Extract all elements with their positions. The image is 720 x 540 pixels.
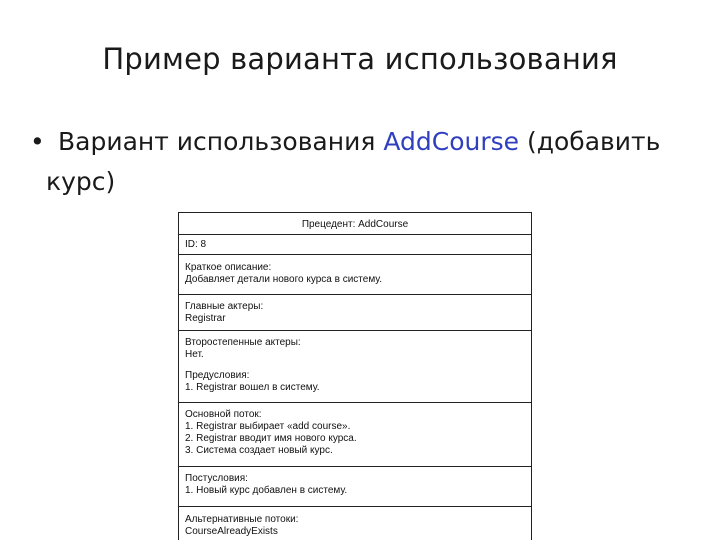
usecase-main-flow-row [179,403,531,467]
usecase-brief-row [179,255,531,295]
bullet-text-before: Вариант использования [58,127,384,156]
usecase-header: Прецедент: AddCourse [179,213,531,235]
bullet-symbol: • [30,127,45,156]
usecase-postconditions-label: Постусловия: [185,473,248,484]
slide-title: Пример варианта использования [102,42,618,76]
usecase-brief-value: Добавляет детали нового курса в систему. [185,274,383,285]
usecase-main-flow-step: 1. Registrar выбирает «add course». [185,421,351,432]
usecase-primary-actors-value: Registrar [185,313,226,324]
usecase-alt-flows-row [179,507,531,540]
bullet-text-line2: курс) [46,167,116,196]
usecase-id: ID: 8 [179,235,531,255]
usecase-preconditions-label: Предусловия: [185,370,250,381]
usecase-alt-flows-label: Альтернативные потоки: [185,514,299,525]
usecase-secondary-actors-value: Нет. [185,349,204,360]
usecase-postconditions-value: 1. Новый курс добавлен в систему. [185,485,348,496]
usecase-alt-flows-value: CourseAlreadyExists [185,526,278,537]
usecase-table [178,212,532,540]
bullet-highlight: AddCourse [383,127,520,156]
usecase-primary-actors-row [179,295,531,331]
bullet-text-after: (добавить [519,127,661,156]
usecase-actors-preconditions-row [179,331,531,403]
bullet-item [30,122,700,202]
usecase-main-flow-label: Основной поток: [185,409,262,420]
usecase-primary-actors-label: Главные актеры: [185,301,264,312]
usecase-main-flow-step: 2. Registrar вводит имя нового курса. [185,433,357,444]
usecase-preconditions-value: 1. Registrar вошел в систему. [185,382,320,393]
usecase-main-flow-step: 3. Система создает новый курс. [185,445,333,456]
usecase-postconditions-row [179,467,531,507]
bullet-text [30,122,700,202]
usecase-brief-label: Краткое описание: [185,262,272,273]
usecase-secondary-actors-label: Второстепенные актеры: [185,337,301,348]
